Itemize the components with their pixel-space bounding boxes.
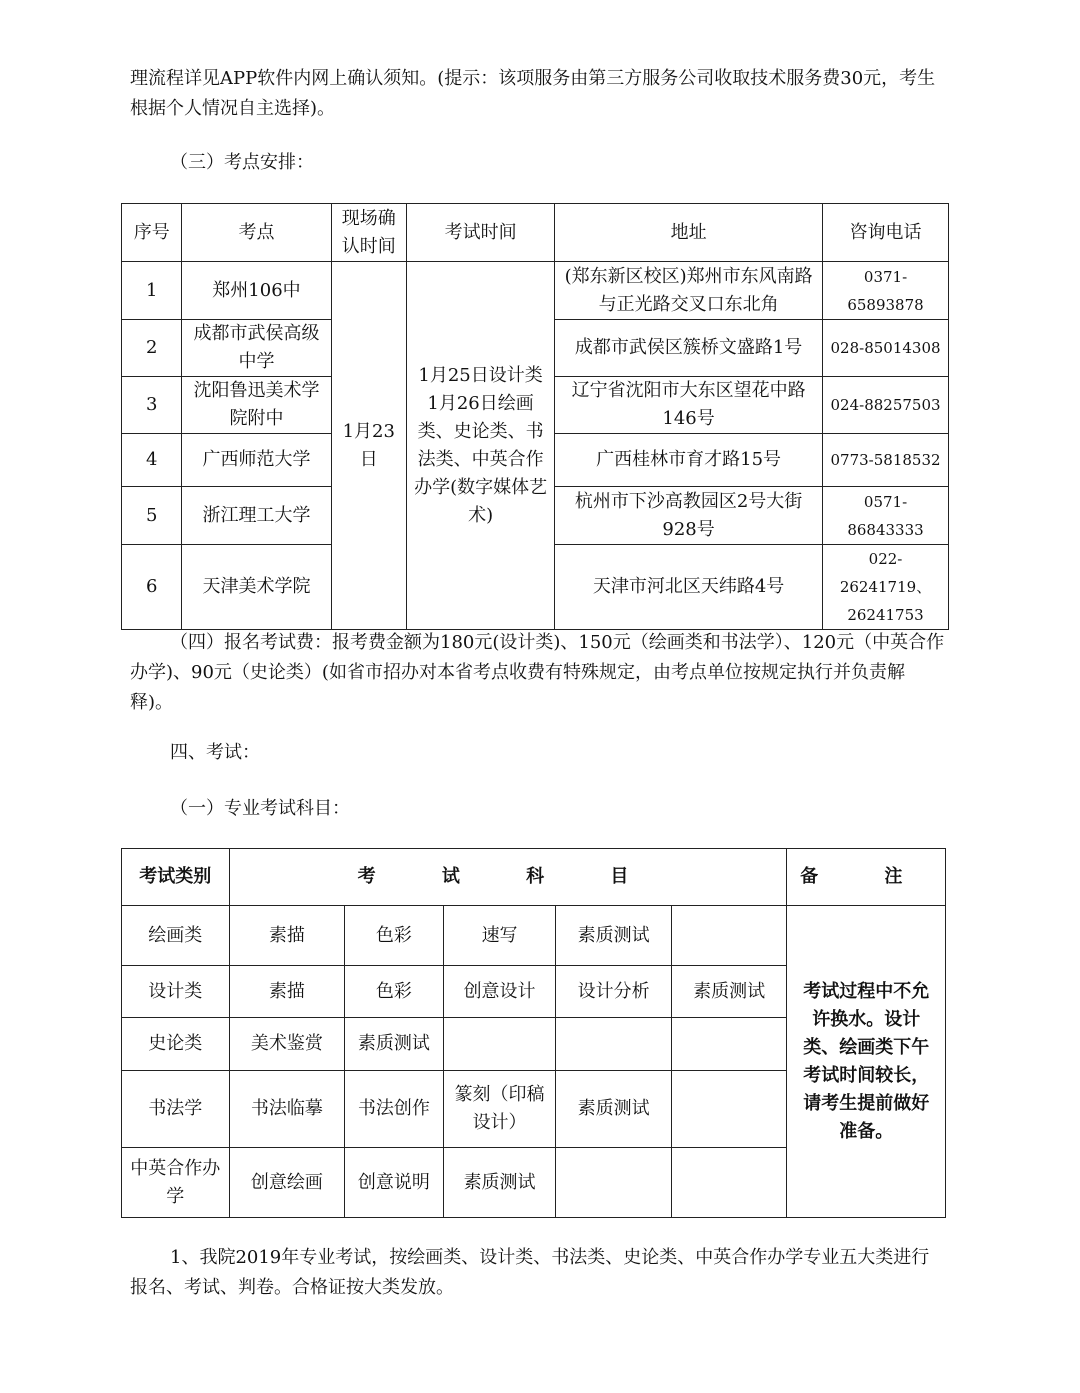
header-subjects: 考 试 科 目	[229, 849, 787, 906]
cell-subject	[671, 1071, 787, 1148]
cell-address: 广西桂林市育才路15号	[555, 434, 823, 487]
cell-phone: 0773-5818532	[823, 434, 949, 487]
cell-subject: 素质测试	[556, 906, 672, 966]
cell-address: 成都市武侯区簇桥文盛路1号	[555, 320, 823, 377]
cell-category: 史论类	[122, 1018, 230, 1071]
cell-subject: 创意设计	[443, 966, 556, 1018]
cell-subject	[671, 1018, 787, 1071]
section-4-1-heading: （一）专业考试科目：	[170, 798, 350, 819]
cell-phone: 028-85014308	[823, 320, 949, 377]
cell-subject: 素质测试	[443, 1148, 556, 1218]
cell-no: 1	[122, 262, 182, 320]
header-exam-time: 考试时间	[407, 204, 555, 262]
cell-subject: 色彩	[345, 966, 444, 1018]
intro-paragraph: 理流程详见APP软件内网上确认须知。(提示：该项服务由第三方服务公司收取技术服务费30元，考生根据个人情况自主选择)。	[130, 68, 936, 119]
cell-subject	[556, 1148, 672, 1218]
header-remarks: 备 注	[787, 849, 946, 906]
cell-subject	[671, 1148, 787, 1218]
cell-phone: 0371-65893878	[823, 262, 949, 320]
section-4-heading: 四、考试：	[170, 742, 260, 763]
cell-subject: 速写	[443, 906, 556, 966]
table-row	[122, 906, 946, 966]
header-category: 考试类别	[122, 849, 230, 906]
cell-address: 杭州市下沙高教园区2号大街928号	[555, 487, 823, 545]
cell-subject: 美术鉴赏	[229, 1018, 345, 1071]
cell-subject: 素描	[229, 906, 345, 966]
cell-address: 天津市河北区天纬路4号	[555, 545, 823, 630]
cell-subject: 篆刻（印稿设计）	[443, 1071, 556, 1148]
cell-subject	[671, 906, 787, 966]
cell-category: 中英合作办学	[122, 1148, 230, 1218]
cell-subject: 素质测试	[671, 966, 787, 1018]
header-address: 地址	[555, 204, 823, 262]
cell-category: 设计类	[122, 966, 230, 1018]
cell-subject: 创意绘画	[229, 1148, 345, 1218]
cell-phone: 022-26241719、26241753	[823, 545, 949, 630]
rule-1-paragraph: 1、我院2019年专业考试，按绘画类、设计类、书法类、史论类、中英合作办学专业五大类进行报名、考试、判卷。合格证按大类发放。	[130, 1247, 930, 1298]
header-no: 序号	[122, 204, 182, 262]
fee-paragraph: （四）报名考试费：报考费金额为180元(设计类)、150元（绘画类和书法学）、120元（中英合作办学)、90元（史论类）(如省市招办对本省考点收费有特殊规定，由考点单位按规定执行并负责解释)。	[130, 632, 945, 713]
cell-subject: 素质测试	[556, 1071, 672, 1148]
cell-subject: 设计分析	[556, 966, 672, 1018]
cell-subject: 书法临摹	[229, 1071, 345, 1148]
cell-subject: 色彩	[345, 906, 444, 966]
cell-subject	[556, 1018, 672, 1071]
cell-address: 辽宁省沈阳市大东区望花中路146号	[555, 377, 823, 434]
cell-remarks: 考试过程中不允许换水。设计类、绘画类下午考试时间较长，请考生提前做好准备。	[787, 906, 946, 1218]
section-3-heading: （三）考点安排：	[170, 152, 314, 173]
cell-no: 5	[122, 487, 182, 545]
header-venue: 考点	[182, 204, 331, 262]
cell-venue: 成都市武侯高级中学	[182, 320, 331, 377]
cell-subject: 素质测试	[345, 1018, 444, 1071]
cell-phone: 0571-86843333	[823, 487, 949, 545]
cell-confirm-time: 1月23日	[331, 262, 407, 630]
cell-category: 书法学	[122, 1071, 230, 1148]
venues-table	[121, 203, 949, 630]
cell-subject: 素描	[229, 966, 345, 1018]
cell-subject	[443, 1018, 556, 1071]
cell-exam-time: 1月25日设计类 1月26日绘画类、史论类、书法类、中英合作办学(数字媒体艺术)	[407, 262, 555, 630]
cell-no: 3	[122, 377, 182, 434]
cell-address: (郑东新区校区)郑州市东风南路与正光路交叉口东北角	[555, 262, 823, 320]
cell-venue: 浙江理工大学	[182, 487, 331, 545]
cell-no: 4	[122, 434, 182, 487]
cell-phone: 024-88257503	[823, 377, 949, 434]
table-row	[122, 262, 949, 320]
header-phone: 咨询电话	[823, 204, 949, 262]
cell-no: 2	[122, 320, 182, 377]
cell-venue: 郑州106中	[182, 262, 331, 320]
cell-no: 6	[122, 545, 182, 630]
cell-venue: 天津美术学院	[182, 545, 331, 630]
cell-category: 绘画类	[122, 906, 230, 966]
cell-venue: 沈阳鲁迅美术学院附中	[182, 377, 331, 434]
subjects-table	[121, 848, 946, 1218]
cell-subject: 书法创作	[345, 1071, 444, 1148]
cell-subject: 创意说明	[345, 1148, 444, 1218]
header-confirm-time: 现场确认时间	[331, 204, 407, 262]
cell-venue: 广西师范大学	[182, 434, 331, 487]
